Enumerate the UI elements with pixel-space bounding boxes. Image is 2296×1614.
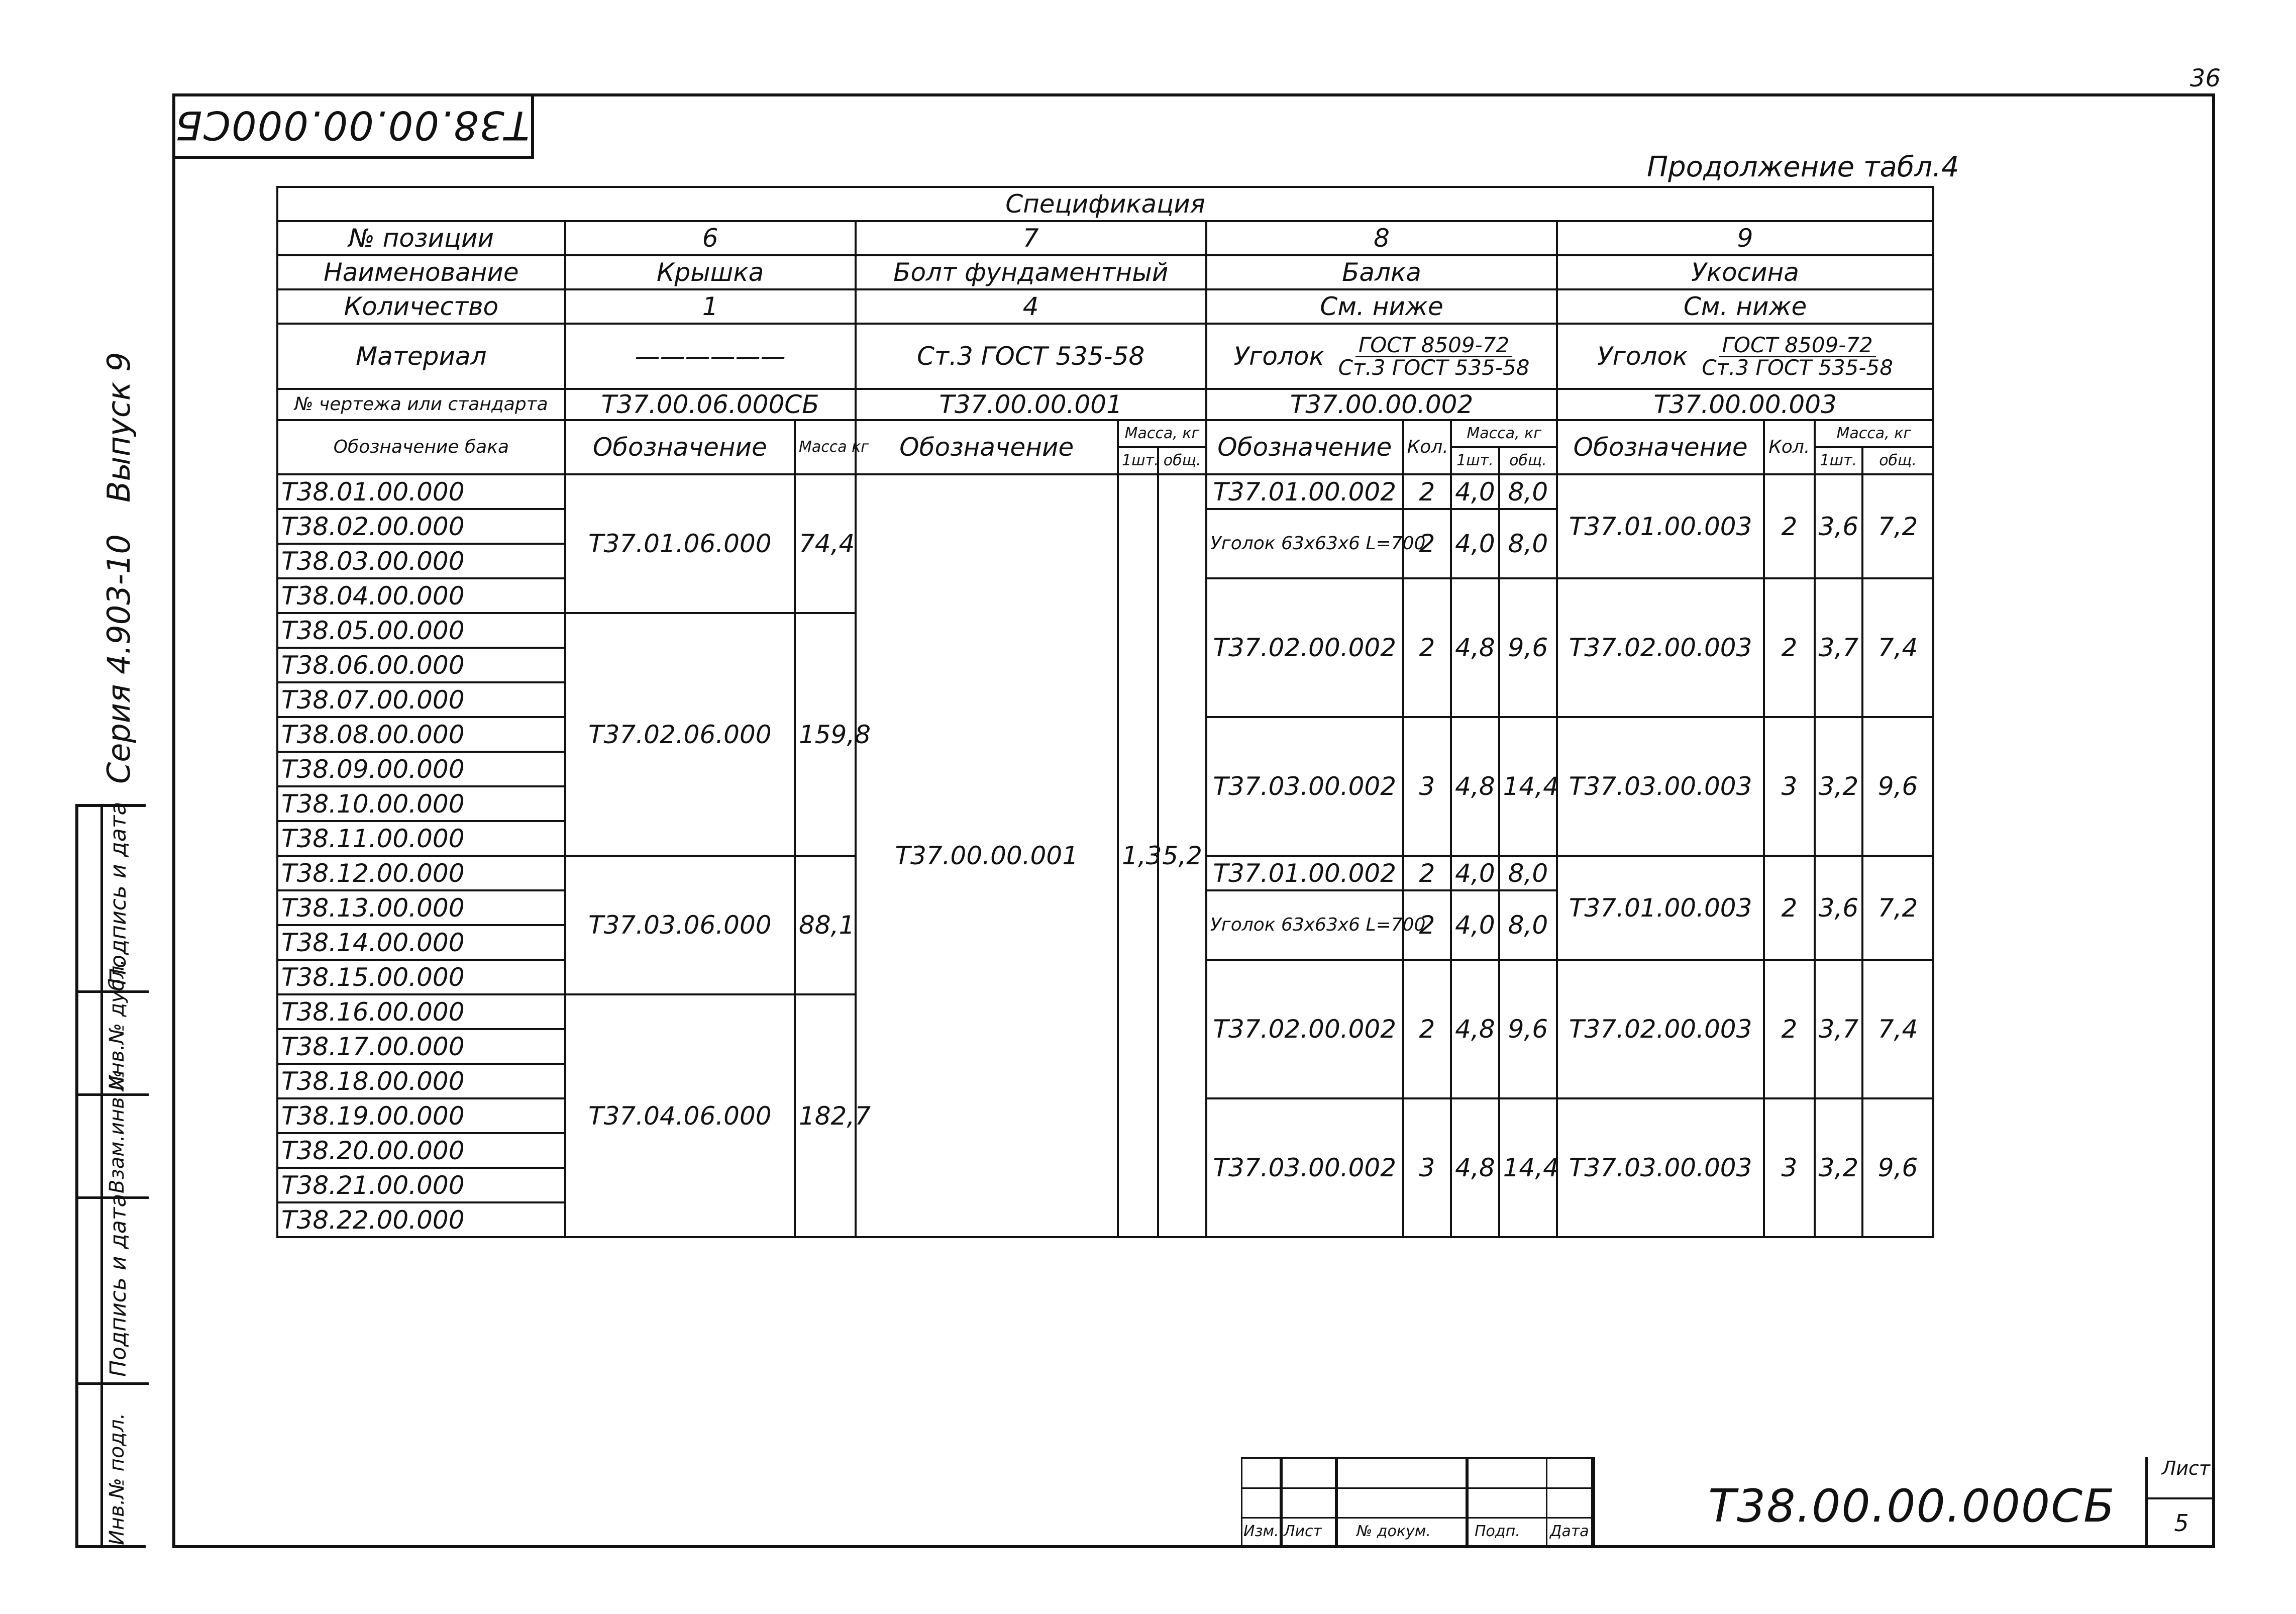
tank-row: Т38.09.00.000	[277, 752, 565, 786]
col8-total: 8,0	[1499, 509, 1557, 578]
spec-table	[276, 186, 1934, 1238]
material-9-den: Ст.3 ГОСТ 535-58	[1702, 355, 1894, 380]
material-9	[1557, 324, 1933, 389]
col6-mass: 74,4	[795, 474, 856, 613]
tank-row: Т38.12.00.000	[277, 856, 565, 890]
issue-label: Выпуск 9	[100, 352, 137, 502]
name-8: Балка	[1206, 255, 1557, 289]
title-label-izm: Изм.	[1243, 1523, 1279, 1540]
col9-total: 9,6	[1862, 1098, 1933, 1237]
name-9: Укосина	[1557, 255, 1933, 289]
col9-code: Т37.01.00.003	[1557, 856, 1764, 960]
tank-row: Т38.11.00.000	[277, 821, 565, 856]
col8-code: Уголок 63х63х6 L=700	[1206, 890, 1403, 960]
header-piece-8: 1шт.	[1451, 447, 1499, 474]
col9-total: 9,6	[1862, 717, 1933, 856]
tank-row: Т38.20.00.000	[277, 1133, 565, 1168]
tank-row: Т38.03.00.000	[277, 544, 565, 578]
header-piece-9: 1шт.	[1815, 447, 1862, 474]
title-label-sign: Подп.	[1475, 1523, 1520, 1540]
row-label-position: № позиции	[277, 221, 565, 255]
tank-row: Т38.01.00.000	[277, 474, 565, 509]
name-7: Болт фундаментный	[856, 255, 1206, 289]
row-label-drawing: № чертежа или стандарта	[277, 389, 565, 420]
header-mass-6: Масса кг	[795, 420, 856, 474]
qty-8: См. ниже	[1206, 289, 1557, 324]
col9-piece: 3,2	[1815, 717, 1862, 856]
col9-code: Т37.01.00.003	[1557, 474, 1764, 578]
col9-piece: 3,7	[1815, 578, 1862, 717]
tank-row: Т38.19.00.000	[277, 1098, 565, 1133]
col9-code: Т37.02.00.003	[1557, 960, 1764, 1098]
list-label: Лист	[2148, 1457, 2215, 1499]
col8-total: 8,0	[1499, 474, 1557, 509]
header-qty-9: Кол.	[1764, 420, 1814, 474]
col9-piece: 3,7	[1815, 960, 1862, 1098]
continuation-label: Продолжение табл.4	[1647, 151, 1959, 183]
col8-piece: 4,8	[1451, 717, 1499, 856]
tank-row: Т38.04.00.000	[277, 578, 565, 613]
tank-row: Т38.16.00.000	[277, 994, 565, 1029]
col8-total: 9,6	[1499, 578, 1557, 717]
position-6: 6	[565, 221, 856, 255]
tank-row: Т38.05.00.000	[277, 613, 565, 648]
sheet-number: 36	[2189, 64, 2221, 92]
col9-piece: 3,6	[1815, 856, 1862, 960]
col6-code: Т37.03.06.000	[565, 856, 795, 994]
tank-row: Т38.06.00.000	[277, 648, 565, 682]
spec-title: Спецификация	[277, 187, 1933, 221]
col9-piece: 3,6	[1815, 474, 1862, 578]
col9-qty: 2	[1764, 578, 1814, 717]
col8-qty: 2	[1403, 960, 1451, 1098]
col8-total: 9,6	[1499, 960, 1557, 1098]
col8-piece: 4,8	[1451, 960, 1499, 1098]
tank-row: Т38.18.00.000	[277, 1064, 565, 1098]
col9-qty: 2	[1764, 474, 1814, 578]
row-label-name: Наименование	[277, 255, 565, 289]
tank-row: Т38.17.00.000	[277, 1029, 565, 1064]
col9-qty: 3	[1764, 717, 1814, 856]
header-mass-7: Масса, кг	[1118, 420, 1206, 447]
material-8-prefix: Уголок	[1233, 342, 1324, 371]
tank-row: Т38.08.00.000	[277, 717, 565, 752]
name-6: Крышка	[565, 255, 856, 289]
top-stamp: Т38.00.00.000СБ	[172, 93, 534, 159]
col9-total: 7,2	[1862, 474, 1933, 578]
title-grid-row	[1241, 1487, 1593, 1519]
col8-qty: 2	[1403, 856, 1451, 890]
header-qty-8: Кол.	[1403, 420, 1451, 474]
col8-code: Т37.01.00.002	[1206, 474, 1403, 509]
col8-total: 14,4	[1499, 717, 1557, 856]
col9-code: Т37.03.00.003	[1557, 1098, 1764, 1237]
col9-total: 7,4	[1862, 578, 1933, 717]
col9-code: Т37.03.00.003	[1557, 717, 1764, 856]
col6-mass: 159,8	[795, 613, 856, 856]
position-8: 8	[1206, 221, 1557, 255]
header-mass-9: Масса, кг	[1815, 420, 1933, 447]
material-6: ——————	[565, 324, 856, 389]
header-total-7: общ.	[1158, 447, 1206, 474]
header-designation-7: Обозначение	[856, 420, 1118, 474]
tank-row: Т38.14.00.000	[277, 925, 565, 960]
tank-row: Т38.22.00.000	[277, 1202, 565, 1237]
tank-row: Т38.10.00.000	[277, 786, 565, 821]
material-9-num: ГОСТ 8509-72	[1719, 335, 1875, 357]
material-8-num: ГОСТ 8509-72	[1355, 335, 1512, 357]
col8-piece: 4,0	[1451, 890, 1499, 960]
material-8	[1206, 324, 1557, 389]
title-label-doc: № докум.	[1356, 1523, 1431, 1540]
col7-code: Т37.00.00.001	[856, 474, 1118, 1237]
col9-qty: 2	[1764, 960, 1814, 1098]
col8-code: Т37.03.00.002	[1206, 717, 1403, 856]
col8-qty: 2	[1403, 509, 1451, 578]
col9-total: 7,2	[1862, 856, 1933, 960]
tank-row: Т38.02.00.000	[277, 509, 565, 544]
tank-row: Т38.21.00.000	[277, 1168, 565, 1202]
header-designation-9: Обозначение	[1557, 420, 1764, 474]
position-9: 9	[1557, 221, 1933, 255]
title-label-date: Дата	[1550, 1523, 1589, 1540]
col8-piece: 4,0	[1451, 474, 1499, 509]
col8-piece: 4,8	[1451, 578, 1499, 717]
row-label-material: Материал	[277, 324, 565, 389]
qty-6: 1	[565, 289, 856, 324]
col8-code: Т37.01.00.002	[1206, 856, 1403, 890]
position-7: 7	[856, 221, 1206, 255]
col9-qty: 3	[1764, 1098, 1814, 1237]
col8-piece: 4,0	[1451, 856, 1499, 890]
qty-9: См. ниже	[1557, 289, 1933, 324]
side-label-2: Инв.№ дубл.	[106, 959, 129, 1090]
header-piece-7: 1шт.	[1118, 447, 1158, 474]
tank-row: Т38.15.00.000	[277, 960, 565, 994]
header-designation-8: Обозначение	[1206, 420, 1403, 474]
series-label: Серия 4.903-10	[100, 534, 137, 784]
header-tank: Обозначение бака	[277, 420, 565, 474]
col8-code: Т37.03.00.002	[1206, 1098, 1403, 1237]
side-label-5: Инв.№ подл.	[106, 1413, 129, 1545]
row-label-qty: Количество	[277, 289, 565, 324]
col8-qty: 2	[1403, 890, 1451, 960]
col8-qty: 2	[1403, 578, 1451, 717]
side-label-3: Взам.инв.№	[106, 1069, 129, 1193]
col9-code: Т37.02.00.003	[1557, 578, 1764, 717]
title-label-list: Лист	[1284, 1523, 1322, 1540]
col8-total: 8,0	[1499, 890, 1557, 960]
col9-qty: 2	[1764, 856, 1814, 960]
col8-total: 14,4	[1499, 1098, 1557, 1237]
material-9-prefix: Уголок	[1597, 342, 1688, 371]
side-label-4: Подпись и дата	[106, 1193, 131, 1377]
col6-mass: 182,7	[795, 994, 856, 1237]
col6-code: Т37.02.06.000	[565, 613, 795, 856]
list-cell	[2145, 1457, 2215, 1548]
drawing-7: Т37.00.00.001	[856, 389, 1206, 420]
list-value: 5	[2174, 1509, 2189, 1537]
side-label-1: Подпись и дата	[106, 801, 131, 985]
qty-7: 4	[856, 289, 1206, 324]
drawing-6: Т37.00.06.000СБ	[565, 389, 856, 420]
col9-piece: 3,2	[1815, 1098, 1862, 1237]
col6-code: Т37.04.06.000	[565, 994, 795, 1237]
col8-code: Т37.02.00.002	[1206, 578, 1403, 717]
col8-total: 8,0	[1499, 856, 1557, 890]
tank-row: Т38.07.00.000	[277, 682, 565, 717]
col8-piece: 4,0	[1451, 509, 1499, 578]
drawing-8: Т37.00.00.002	[1206, 389, 1557, 420]
header-total-9: общ.	[1862, 447, 1933, 474]
side-strip-line	[100, 804, 103, 1548]
col6-code: Т37.01.06.000	[565, 474, 795, 613]
header-total-8: общ.	[1499, 447, 1557, 474]
tank-row: Т38.13.00.000	[277, 890, 565, 925]
title-code: Т38.00.00.000СБ	[1708, 1480, 2116, 1533]
col8-code: Уголок 63х63х6 L=700	[1206, 509, 1403, 578]
drawing-9: Т37.00.00.003	[1557, 389, 1933, 420]
col7-total: 5,2	[1158, 474, 1206, 1237]
col8-piece: 4,8	[1451, 1098, 1499, 1237]
header-designation-6: Обозначение	[565, 420, 795, 474]
col6-mass: 88,1	[795, 856, 856, 994]
material-8-den: Ст.3 ГОСТ 535-58	[1338, 355, 1530, 380]
col7-piece: 1,3	[1118, 474, 1158, 1237]
col9-total: 7,4	[1862, 960, 1933, 1098]
header-mass-8: Масса, кг	[1451, 420, 1557, 447]
col8-qty: 2	[1403, 474, 1451, 509]
material-7: Ст.3 ГОСТ 535-58	[856, 324, 1206, 389]
col8-qty: 3	[1403, 717, 1451, 856]
col8-qty: 3	[1403, 1098, 1451, 1237]
col8-code: Т37.02.00.002	[1206, 960, 1403, 1098]
